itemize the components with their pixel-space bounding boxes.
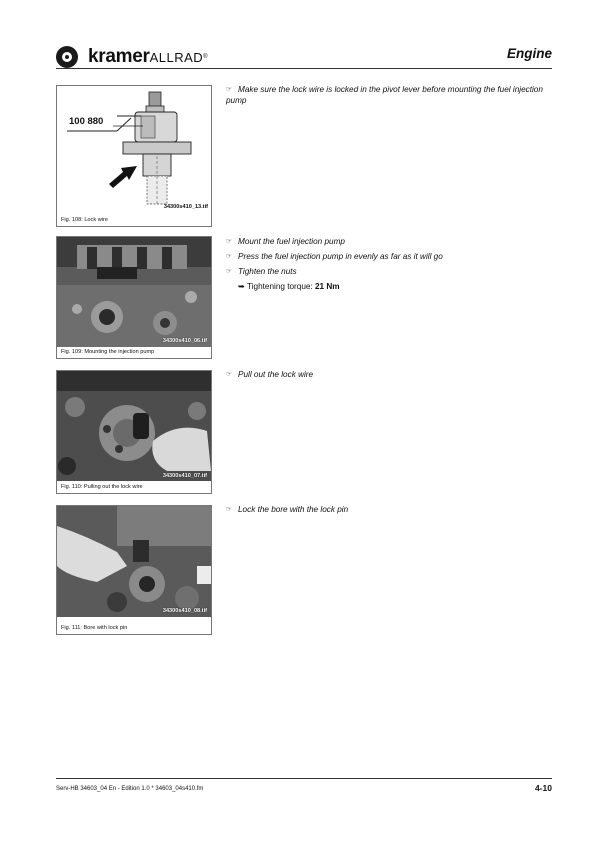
pointing-hand-icon: ☞ [226, 268, 232, 275]
footer-rule [56, 778, 552, 779]
instruction-text: Mount the fuel injection pump [238, 237, 345, 246]
torque-spec [238, 281, 340, 292]
figure-caption: Fig. 110: Pulling out the lock wire [61, 484, 143, 490]
torque-spec-value: 21 Nm [315, 282, 340, 291]
instruction-step [226, 266, 551, 277]
figure-image [57, 506, 211, 617]
footer-document-id: Serv-HB 34603_04 En - Edition 1.0 * 34603_04s410.fm [56, 786, 204, 792]
instruction-text: Make sure the lock wire is locked in the pivot lever before mounting the fuel injection pump [226, 85, 543, 105]
image-file-id: 34300s410_06.tif [162, 338, 207, 344]
torque-spec-label: Tightening torque: [247, 282, 315, 291]
instruction-step [226, 369, 551, 380]
arrow-right-icon: ➥ [238, 282, 245, 291]
brand-registered: ® [203, 54, 208, 60]
instruction-step [226, 236, 551, 247]
tool-number-label: 100 880 [69, 116, 104, 127]
instruction-text: Lock the bore with the lock pin [238, 505, 349, 514]
image-file-id: 34300s410_07.tif [162, 473, 207, 479]
pointing-hand-icon: ☞ [226, 506, 232, 513]
figure-bore-with-lock-pin [56, 505, 212, 635]
brand-logo-icon [56, 46, 78, 68]
instruction-text: Pull out the lock wire [238, 370, 314, 379]
figure-caption: Fig. 108: Lock wire [61, 217, 108, 223]
pointing-hand-icon: ☞ [226, 371, 232, 378]
instruction-text: Tighten the nuts [238, 267, 297, 276]
figure-image [57, 86, 211, 214]
page-section-title: Engine [506, 46, 552, 61]
instruction-text: Press the fuel injection pump in evenly as far as it will go [238, 252, 443, 261]
figure-mounting-injection-pump [56, 236, 212, 359]
pointing-hand-icon: ☞ [226, 253, 232, 260]
brand-name [88, 46, 208, 69]
pointing-hand-icon: ☞ [226, 238, 232, 245]
instruction-step [226, 251, 551, 262]
figure-image [57, 237, 211, 347]
brand-name-light: ALLRAD [149, 50, 204, 65]
figure-caption: Fig. 109: Mounting the injection pump [61, 349, 155, 355]
image-file-id: 34300s410_08.tif [162, 608, 207, 614]
header-rule [56, 68, 552, 69]
instruction-step [226, 84, 551, 106]
pointing-hand-icon: ☞ [226, 86, 232, 93]
figure-lock-wire [56, 85, 212, 227]
figure-image [57, 371, 211, 481]
figure-caption: Fig. 111: Bore with lock pin [61, 625, 128, 631]
figure-pulling-out-lock-wire [56, 370, 212, 494]
brand-name-bold: kramer [88, 46, 150, 67]
instruction-step [226, 504, 551, 515]
image-file-id: 34300s410_13.tif [163, 204, 208, 210]
page-number: 4-10 [534, 783, 552, 793]
